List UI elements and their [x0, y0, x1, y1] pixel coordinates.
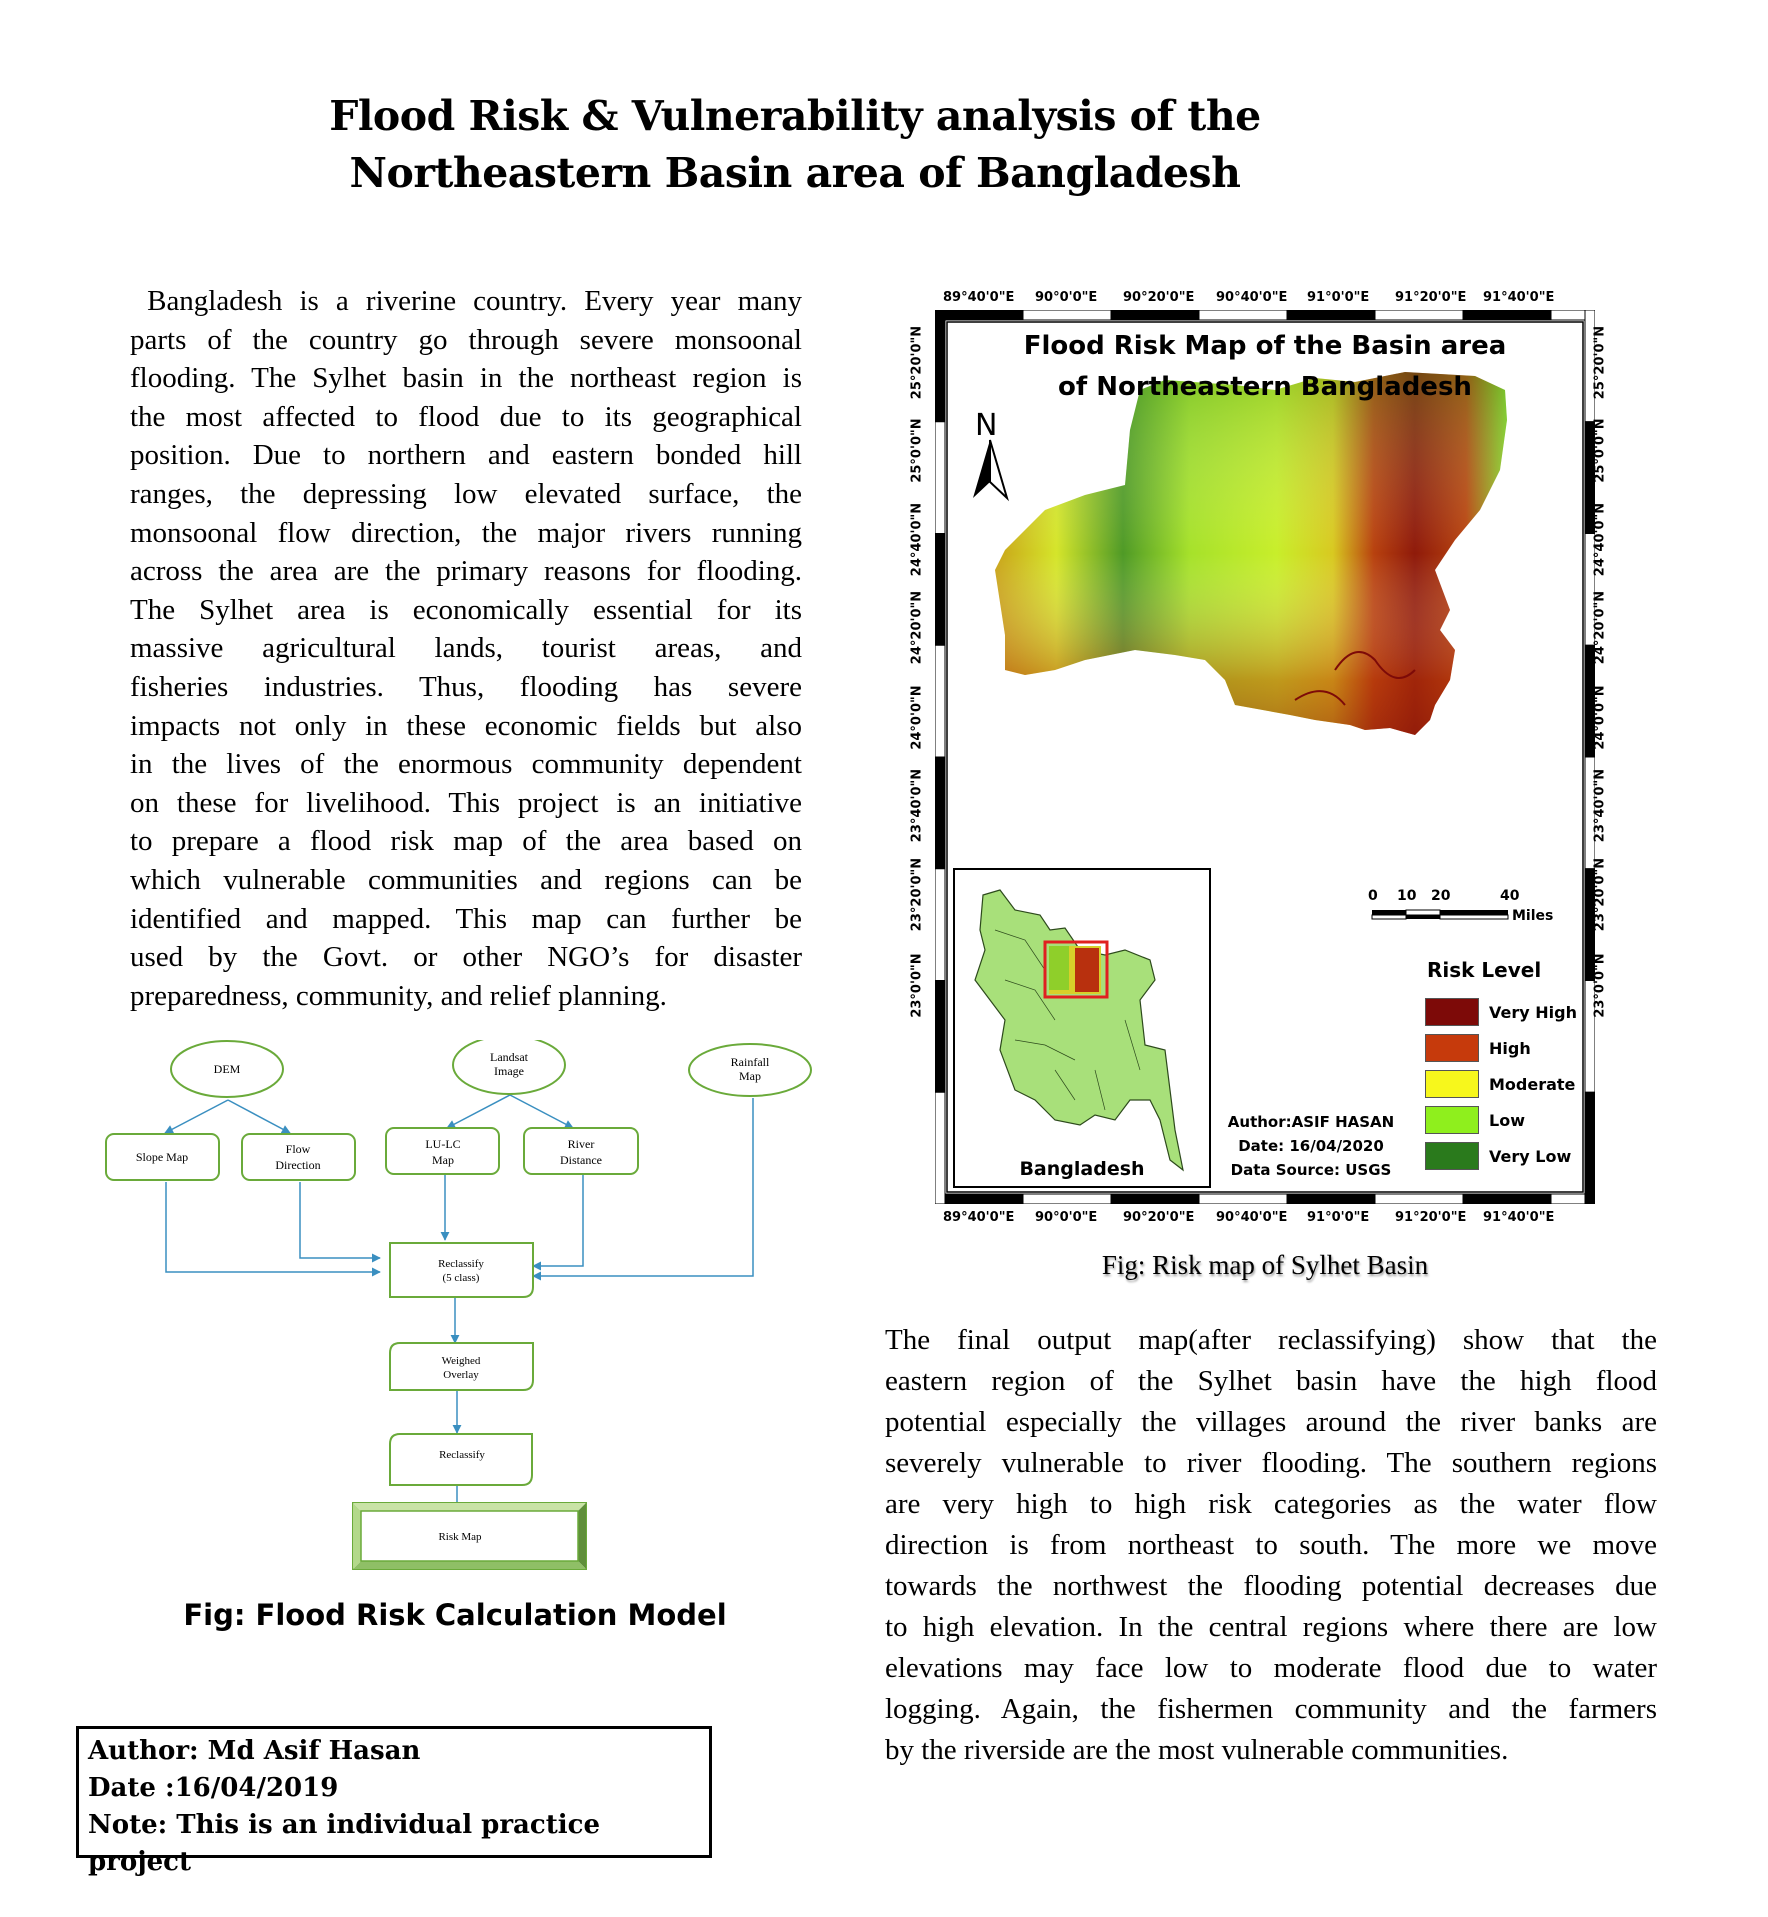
label-reclassify5-1: Reclassify	[438, 1258, 484, 1270]
conclusion-line: eastern region of the Sylhet basin have the high flood	[885, 1365, 1657, 1397]
latitude-label-right: 24°40'0"N	[1592, 502, 1608, 577]
legend-label: High	[1489, 1038, 1531, 1058]
latitude-label-right: 24°20'0"N	[1592, 590, 1608, 665]
map-credit-source: Data Source: USGS	[1230, 1161, 1392, 1179]
conclusion-line: potential especially the villages around the river banks are	[885, 1406, 1657, 1438]
map-title	[935, 326, 1595, 408]
map-credits	[1205, 1110, 1417, 1182]
intro-line: monsoonal flow direction, the major rivers running	[130, 516, 802, 549]
intro-line: which vulnerable communities and regions can be	[130, 863, 802, 896]
latitude-label-left: 24°0'0"N	[909, 685, 925, 750]
intro-line: on these for livelihood. This project is an initiative	[130, 786, 802, 819]
intro-line: used by the Govt. or other NGO’s for disaster	[130, 941, 802, 974]
label-overlay-1: Weighed	[441, 1355, 481, 1367]
longitude-label-bottom: 90°20'0"E	[1123, 1210, 1195, 1225]
arrow-landsat-river	[510, 1095, 573, 1128]
arrow-dem-slope	[165, 1100, 228, 1133]
scale-bar-labels	[1355, 888, 1595, 938]
graticule-frame-segment	[1287, 1194, 1375, 1204]
conclusion-line: towards the northwest the flooding potential decreases due	[885, 1570, 1657, 1602]
intro-line: flooding. The Sylhet basin in the northeast region is	[130, 362, 802, 395]
label-river-2: Distance	[560, 1153, 602, 1167]
label-landsat-2: Image	[494, 1064, 524, 1078]
longitude-label-top: 90°40'0"E	[1216, 290, 1288, 305]
scale-tick-0: 0	[1368, 888, 1378, 904]
latitude-label-left: 23°0'0"N	[909, 953, 925, 1018]
intro-line: fisheries industries. Thus, flooding has severe	[130, 670, 802, 703]
conclusion-line: are very high to high risk categories as the water flow	[885, 1488, 1657, 1520]
intro-line: impacts not only in these economic fields but also	[130, 709, 802, 742]
arrow-flow-reclassify	[300, 1182, 380, 1258]
author-note: Note: This is an individual practice project	[88, 1810, 600, 1877]
longitude-label-bottom: 89°40'0"E	[943, 1210, 1015, 1225]
graticule-frame-segment	[1111, 1194, 1199, 1204]
longitude-label-bottom: 91°0'0"E	[1307, 1210, 1370, 1225]
latitude-label-left: 24°40'0"N	[909, 502, 925, 577]
legend-item	[1425, 1030, 1590, 1066]
latitude-label-left: 25°0'0"N	[909, 418, 925, 483]
intro-line: the most affected to flood due to its geographical	[130, 400, 802, 433]
legend-label: Very Low	[1489, 1146, 1572, 1166]
label-rainfall-2: Map	[739, 1069, 761, 1083]
label-lulc-1: LU-LC	[425, 1137, 461, 1151]
label-river-1: River	[567, 1137, 595, 1151]
latitude-label-right: 24°0'0"N	[1592, 685, 1608, 750]
intro-line: identified and mapped. This map can further be	[130, 902, 802, 935]
conclusion-line: The final output map(after reclassifying) show that the	[885, 1324, 1657, 1356]
poster-title-line-1: Flood Risk & Vulnerability analysis of the	[329, 92, 1261, 140]
intro-line: position. Due to northern and eastern bonded hill	[130, 439, 802, 472]
longitude-label-bottom: 91°20'0"E	[1395, 1210, 1467, 1225]
arrow-river-reclassify	[533, 1175, 583, 1266]
conclusion-line: logging. Again, the fishermen community and the farmers	[885, 1693, 1657, 1725]
graticule-frame-segment	[1023, 1194, 1111, 1204]
graticule-frame-segment	[935, 645, 945, 757]
legend-swatch	[1425, 1034, 1479, 1062]
north-label: N	[975, 408, 998, 443]
label-overlay-2: Overlay	[443, 1369, 479, 1381]
legend-item	[1425, 1066, 1590, 1102]
scale-tick-10: 10	[1397, 888, 1417, 904]
inset-label: Bangladesh	[1019, 1158, 1145, 1180]
latitude-label-left: 25°20'0"N	[909, 325, 925, 400]
legend-swatch	[1425, 998, 1479, 1026]
longitude-label-top: 91°20'0"E	[1395, 290, 1467, 305]
node-lulc-map	[386, 1128, 499, 1174]
author-box	[76, 1726, 712, 1877]
intro-line: The Sylhet area is economically essential for its	[130, 593, 802, 626]
graticule-frame-segment	[935, 757, 945, 869]
map-title-line-1: Flood Risk Map of the Basin area	[1023, 331, 1507, 361]
longitude-label-bottom: 90°40'0"E	[1216, 1210, 1288, 1225]
graticule-frame-segment	[935, 534, 945, 646]
latitude-label-right: 23°0'0"N	[1592, 953, 1608, 1018]
label-landsat-1: Landsat	[490, 1050, 528, 1064]
scale-tick-20: 20	[1431, 888, 1451, 904]
conclusion-line: by the riverside are the most vulnerable communities.	[885, 1734, 1509, 1766]
map-credit-author: Author:ASIF HASAN	[1227, 1113, 1395, 1131]
legend-label: Low	[1489, 1110, 1525, 1130]
scale-tick-40: 40	[1500, 888, 1520, 904]
conclusion-line: severely vulnerable to river flooding. The southern regions	[885, 1447, 1657, 1479]
longitude-label-top: 91°40'0"E	[1483, 290, 1555, 305]
intro-line: Bangladesh is a riverine country. Every year many	[130, 285, 802, 317]
label-risk-map: Risk Map	[438, 1531, 482, 1543]
intro-line: in the lives of the enormous community dependent	[130, 748, 802, 781]
graticule-frame-segment	[1375, 310, 1463, 320]
longitude-label-top: 90°0'0"E	[1035, 290, 1098, 305]
graticule-frame-segment	[1287, 310, 1375, 320]
intro-line: massive agricultural lands, tourist areas, and	[130, 632, 802, 665]
latitude-label-right: 23°20'0"N	[1592, 857, 1608, 932]
graticule-frame-segment	[935, 1194, 1023, 1204]
latitude-label-right: 25°0'0"N	[1592, 418, 1608, 483]
arrow-landsat-lulc	[447, 1095, 510, 1128]
legend-item	[1425, 1102, 1590, 1138]
latitude-label-right: 25°20'0"N	[1592, 325, 1608, 400]
graticule-frame-segment	[1199, 310, 1287, 320]
legend-swatch	[1425, 1106, 1479, 1134]
legend-label: Very High	[1489, 1002, 1577, 1022]
graticule-frame-segment	[1463, 310, 1551, 320]
legend-swatch	[1425, 1142, 1479, 1170]
conclusion-line: to high elevation. In the central regions where there are low	[885, 1611, 1657, 1643]
poster-title	[0, 88, 1590, 202]
label-flow-2: Direction	[275, 1158, 321, 1172]
graticule-frame-segment	[1199, 1194, 1287, 1204]
node-reclassify-5-class	[390, 1243, 533, 1297]
legend-item	[1425, 1138, 1590, 1174]
map-credit-date: Date: 16/04/2020	[1238, 1137, 1384, 1155]
graticule-frame-segment	[935, 422, 945, 534]
graticule-frame-segment	[935, 981, 945, 1093]
label-reclassify5-2: (5 class)	[442, 1272, 480, 1284]
longitude-label-top: 90°20'0"E	[1123, 290, 1195, 305]
intro-line: across the area are the primary reasons for flooding.	[130, 555, 802, 588]
flowchart-caption: Fig: Flood Risk Calculation Model	[183, 1598, 727, 1632]
poster-title-line-2: Northeastern Basin area of Bangladesh	[349, 149, 1241, 197]
legend-title: Risk Level	[1427, 958, 1542, 982]
node-river-distance	[524, 1128, 638, 1174]
label-slope-map: Slope Map	[135, 1150, 189, 1164]
intro-line: ranges, the depressing low elevated surface, the	[130, 477, 802, 510]
graticule-frame-segment	[935, 1092, 945, 1204]
intro-line: preparedness, community, and relief planning.	[130, 979, 667, 1012]
legend-swatch	[1425, 1070, 1479, 1098]
graticule-frame-segment	[1023, 310, 1111, 320]
author-date: Date :16/04/2019	[88, 1773, 339, 1803]
longitude-label-bottom: 91°40'0"E	[1483, 1210, 1555, 1225]
author-name: Author: Md Asif Hasan	[88, 1736, 421, 1766]
bangladesh-outline	[955, 870, 1209, 1186]
graticule-frame-segment	[1463, 1194, 1551, 1204]
label-flow-1: Flow	[285, 1142, 311, 1156]
longitude-label-top: 91°0'0"E	[1307, 290, 1370, 305]
graticule-frame-segment	[935, 869, 945, 981]
map-title-line-2: of Northeastern Bangladesh	[1058, 372, 1472, 402]
arrow-dem-flow	[228, 1100, 290, 1133]
flood-risk-model-flowchart	[90, 1040, 830, 1580]
node-flow-direction	[242, 1134, 355, 1180]
latitude-label-right: 23°40'0"N	[1592, 768, 1608, 843]
conclusion-paragraph	[885, 1320, 1657, 1771]
bangladesh-inset-map	[953, 868, 1211, 1188]
label-reclassify: Reclassify	[439, 1449, 485, 1461]
latitude-label-left: 24°20'0"N	[909, 590, 925, 665]
label-lulc-2: Map	[432, 1153, 454, 1167]
flood-risk-map	[909, 290, 1608, 1225]
label-dem: DEM	[213, 1062, 241, 1076]
conclusion-line: direction is from northeast to south. The more we move	[885, 1529, 1657, 1561]
map-caption: Fig: Risk map of Sylhet Basin	[1101, 1250, 1429, 1280]
intro-line: to prepare a flood risk map of the area based on	[130, 825, 802, 858]
graticule-frame-segment	[1111, 310, 1199, 320]
longitude-label-bottom: 90°0'0"E	[1035, 1210, 1098, 1225]
label-rainfall-1: Rainfall	[730, 1055, 770, 1069]
intro-line: parts of the country go through severe monsoonal	[130, 323, 802, 356]
conclusion-line: elevations may face low to moderate flood due to water	[885, 1652, 1657, 1684]
graticule-frame-segment	[935, 310, 1023, 320]
legend-label: Moderate	[1489, 1074, 1576, 1094]
longitude-label-top: 89°40'0"E	[943, 290, 1015, 305]
legend-item	[1425, 994, 1590, 1030]
latitude-label-left: 23°40'0"N	[909, 768, 925, 843]
risk-level-legend	[1425, 958, 1590, 1174]
latitude-label-left: 23°20'0"N	[909, 857, 925, 932]
graticule-frame-segment	[1375, 1194, 1463, 1204]
intro-paragraph	[130, 282, 802, 1015]
scale-unit: Miles	[1512, 908, 1554, 924]
